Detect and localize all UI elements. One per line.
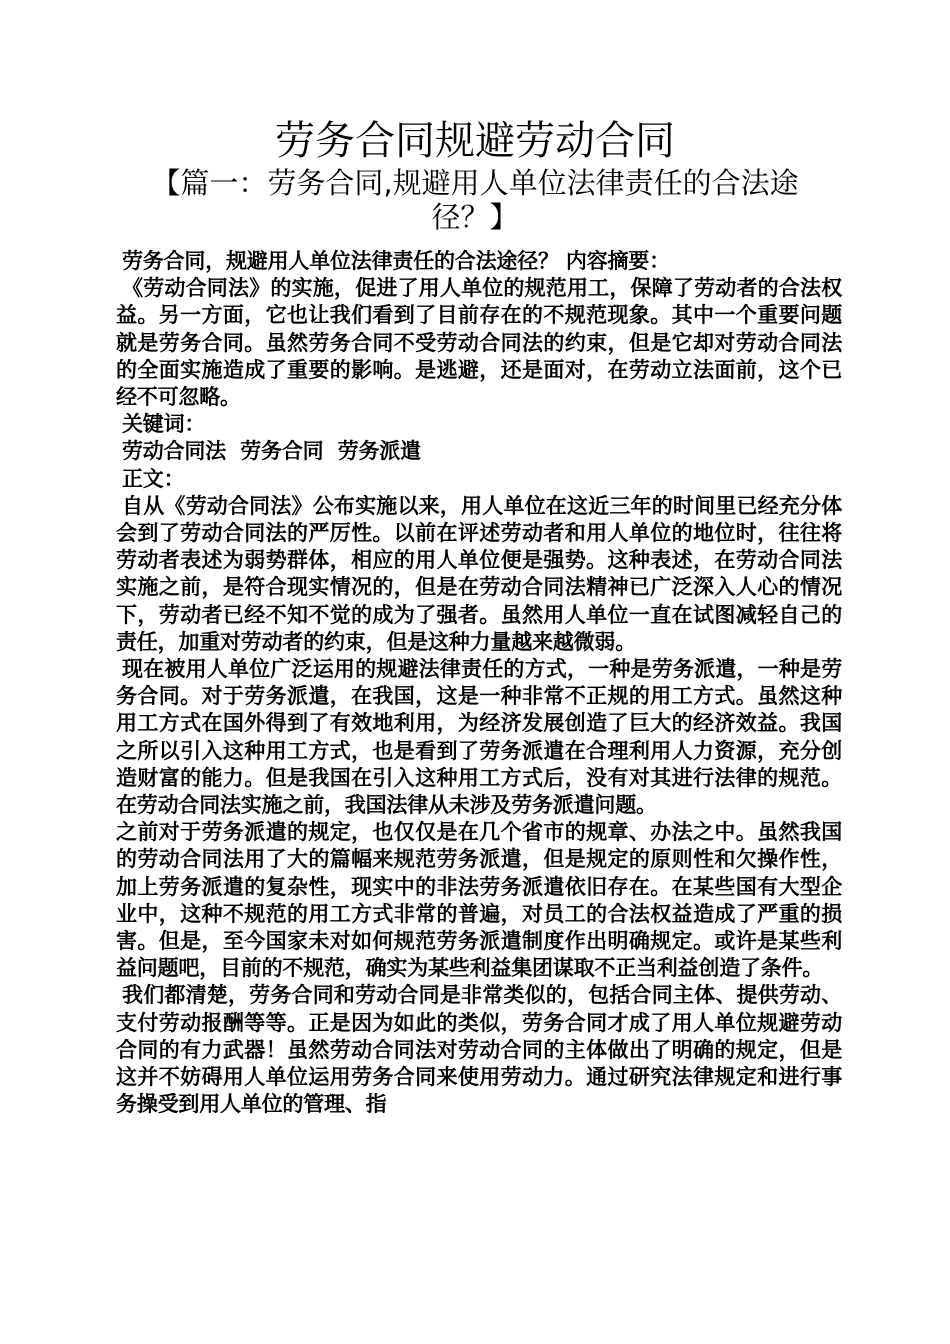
document-subtitle: 【篇一：劳务合同,规避用人单位法律责任的合法途径？】 bbox=[151, 166, 799, 234]
document-body bbox=[116, 248, 842, 1119]
body-paragraph: 自从《劳动合同法》公布实施以来，用人单位在这近三年的时间里已经充分体会到了劳动合同法的严厉性。以前在评述劳动者和用人单位的地位时，往往将劳动者表述为弱势群体，相应的用人单位便是强势。这种表述，在劳动合同法实施之前，是符合现实情况的，但是在劳动合同法精神已广泛深入人心的情况下，劳动者已经不知不觉的成为了强者。虽然用人单位一直在试图减轻自己的责任，加重对劳动者的约束，但是这种力量越来越微弱。 bbox=[116, 493, 842, 654]
body-paragraph: 我们都清楚，劳务合同和劳动合同是非常类似的，包括合同主体、提供劳动、支付劳动报酬等等。正是因为如此的类似，劳务合同才成了用人单位规避劳动合同的有力武器！虽然劳动合同法对劳动合同的主体做出了明确的规定，但是这并不妨碍用人单位运用劳务合同来使用劳动力。通过研究法律规定和进行事务操受到用人单位的管理、指 bbox=[116, 983, 842, 1117]
abstract-heading: 劳务合同，规避用人单位法律责任的合法途径？ 内容摘要： bbox=[122, 249, 670, 273]
keywords-list: 劳动合同法 劳务合同 劳务派遣 bbox=[122, 439, 421, 464]
keywords-heading: 关键词： bbox=[122, 412, 206, 437]
abstract-text: 《劳动合同法》的实施，促进了用人单位的规范用工，保障了劳动者的合法权益。另一方面，它也让我们看到了目前存在的不规范现象。其中一个重要问题就是劳务合同。虽然劳务合同不受劳动合同法的约束，但是它却对劳动合同法的全面实施造成了重要的影响。是逃避，还是面对，在劳动立法面前，这个已经不可忽略。 bbox=[116, 276, 842, 410]
document-title: 劳务合同规避劳动合同 bbox=[275, 118, 675, 164]
body-paragraph: 之前对于劳务派遣的规定，也仅仅是在几个省市的规章、办法之中。虽然我国的劳动合同法用了大的篇幅来规范劳务派遣，但是规定的原则性和欠操作性，加上劳务派遣的复杂性，现实中的非法劳务派遣依旧存在。在某些国有大型企业中，这种不规范的用工方式非常的普遍，对员工的合法权益造成了严重的损害。但是，至今国家未对如何规范劳务派遣制度作出明确规定。或许是某些利益问题吧，目前的不规范，确实为某些利益集团谋取不正当利益创造了条件。 bbox=[116, 820, 842, 981]
body-paragraph: 现在被用人单位广泛运用的规避法律责任的方式，一种是劳务派遣，一种是劳务合同。对于劳务派遣，在我国，这是一种非常不正规的用工方式。虽然这种用工方式在国外得到了有效地利用，为经济发展创造了巨大的经济效益。我国之所以引入这种用工方式，也是看到了劳务派遣在合理利用人力资源，充分创造财富的能力。但是我国在引入这种用工方式后，没有对其进行法律的规范。在劳动合同法实施之前，我国法律从未涉及劳务派遣问题。 bbox=[116, 657, 842, 818]
body-heading: 正文： bbox=[122, 466, 185, 491]
